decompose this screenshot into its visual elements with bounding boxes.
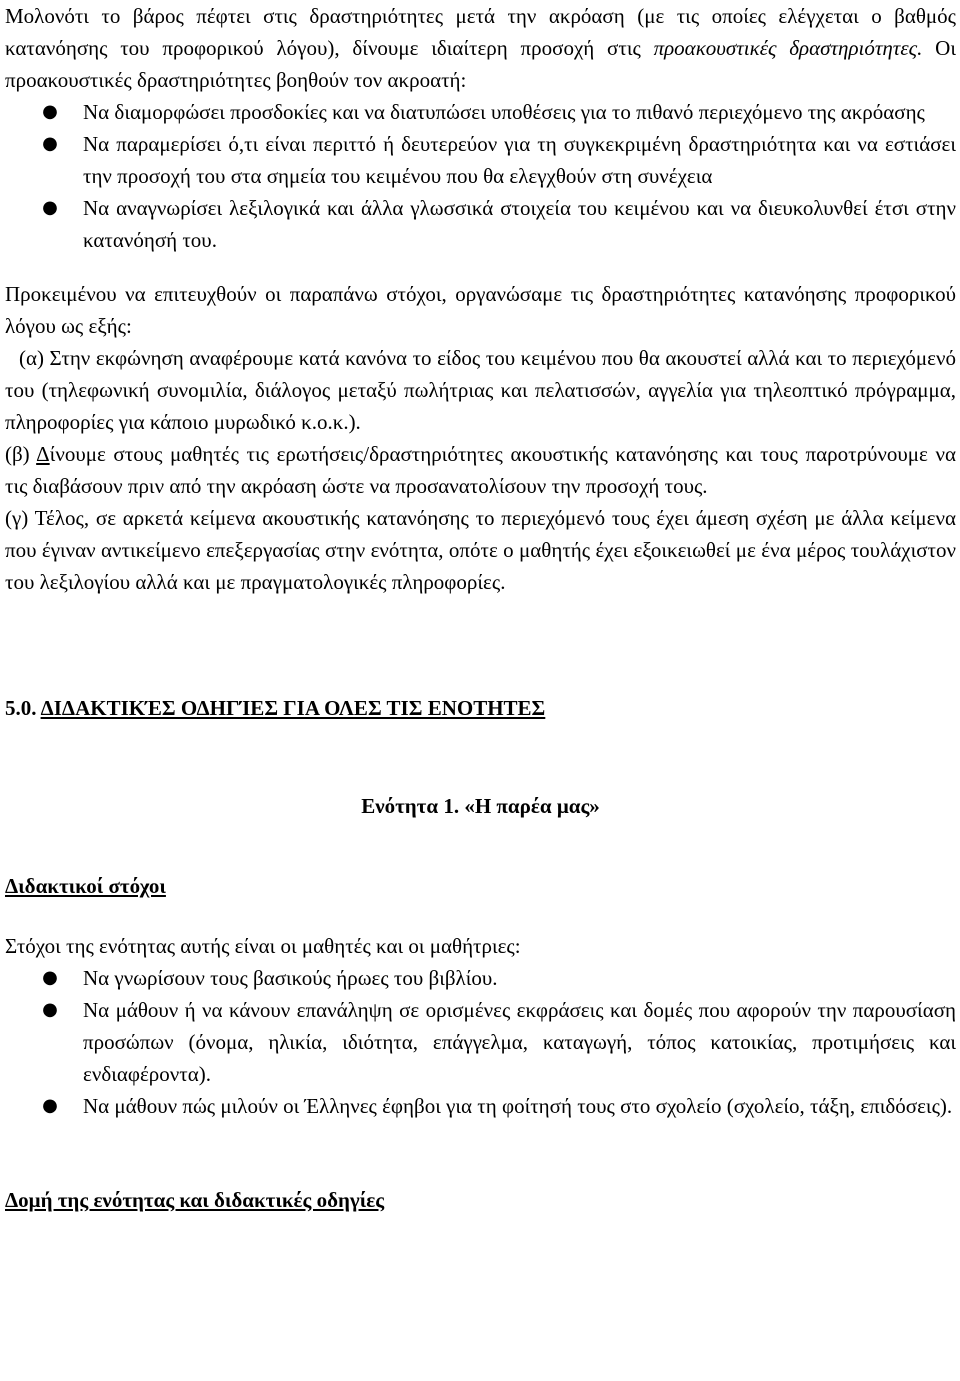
- spacer: [5, 598, 956, 692]
- list-item-text: Να διαμορφώσει προσδοκίες και να διατυπώσει υποθέσεις για το πιθανό περιεχόμενο της ακρόασης: [83, 100, 925, 124]
- goals-bullet-list: [5, 962, 956, 1122]
- intro-tail-text: Οι προακουστικές δραστηριότητες βοηθούν τον ακροατή:: [5, 36, 956, 92]
- bullet-icon: ●: [42, 101, 58, 122]
- list-item: [5, 96, 956, 128]
- structure-heading: Δομή της ενότητας και διδακτικές οδηγίες: [5, 1188, 385, 1212]
- bullet-icon: ●: [42, 197, 58, 218]
- bullet-icon: ●: [42, 967, 58, 988]
- section-number: 5.0.: [5, 696, 41, 720]
- didactic-goals-heading: Διδακτικοί στόχοι: [5, 874, 166, 898]
- item-b-prefix: (β): [5, 442, 37, 466]
- list-item: [5, 994, 956, 1090]
- list-item: [5, 1090, 956, 1122]
- goals-intro: Στόχοι της ενότητας αυτής είναι οι μαθητές και οι μαθήτριες:: [5, 934, 521, 958]
- spacer: [5, 902, 956, 930]
- list-item-text: Να αναγνωρίσει λεξιλογικά και άλλα γλωσσικά στοιχεία του κειμένου και να διευκολυνθεί έτσι στην κατανόησή του.: [83, 196, 956, 252]
- spacer: [5, 822, 956, 870]
- item-b-underlined-letter: Δ: [36, 442, 50, 466]
- spacer: [5, 724, 956, 790]
- item-c-paragraph: (γ) Τέλος, σε αρκετά κείμενα ακουστικής κατανόησης το περιεχόμενό τους έχει άμεση σχέση με άλλα κείμενα που έγιναν αντικείμενο επεξεργασίας στην ενότητα, οπότε ο μαθητής έχει εξοικειωθεί με ένα μέρος τουλάχιστον του λεξιλογίου αλλά και με πραγματολογικές πληροφορίες.: [5, 506, 956, 594]
- list-item: [5, 192, 956, 256]
- spacer: [5, 1122, 956, 1184]
- intro-text: Μολονότι το βάρος πέφτει στις δραστηριότητες μετά την ακρόαση (με τις οποίες ελέγχεται ο βαθμός κατανόησης του προφορικού λόγου), δίνουμε ιδιαίτερη προσοχή στις: [5, 4, 956, 60]
- list-item-text: Να μάθουν πώς μιλούν οι Έλληνες έφηβοι για τη φοίτησή τους στο σχολείο (σχολείο, τάξη, επιδόσεις).: [83, 1094, 953, 1118]
- document-page: [5, 0, 956, 1216]
- section-title: ΔΙΔΑΚΤΙΚΈΣ ΟΔΗΓΊΕΣ ΓΙΑ ΟΛΕΣ ΤΙΣ ΕΝΟΤΗΤΕΣ: [40, 696, 546, 720]
- list-item-text: Να γνωρίσουν τους βασικούς ήρωες του βιβλίου.: [83, 966, 498, 990]
- item-a-paragraph: (α) Στην εκφώνηση αναφέρουμε κατά κανόνα το είδος του κειμένου που θα ακουστεί αλλά και το περιεχόμενό του (τηλεφωνική συνομιλία, διάλογος μεταξύ πωλήτριας και πελατισσών, αγγελία για τηλεοπτικό πρόγραμμα, πληροφορίες για κάποιο μυρωδικό κ.ο.κ.).: [5, 346, 956, 434]
- intro-paragraph: [5, 0, 956, 96]
- bullet-icon: ●: [42, 133, 58, 154]
- intro-italic-text: προακουστικές δραστηριότητες.: [653, 36, 923, 60]
- unit-title: Ενότητα 1. «Η παρέα μας»: [361, 794, 600, 818]
- bullet-icon: ●: [42, 999, 58, 1020]
- item-b-paragraph: [5, 438, 956, 502]
- list-item-text: Να μάθουν ή να κάνουν επανάληψη σε ορισμένες εκφράσεις και δομές που αφορούν την παρουσίαση προσώπων (όνομα, ηλικία, ιδιότητα, επάγγελμα, καταγωγή, τόπος κατοικίας, προτιμήσεις και ενδιαφέροντα).: [83, 998, 956, 1086]
- list-item-text: Να παραμερίσει ό,τι είναι περιττό ή δευτερεύον για τη συγκεκριμένη δραστηριότητα και να εστιάσει την προσοχή του στα σημεία του κειμένου που θα ελεγχθούν στη συνέχεια: [83, 132, 956, 188]
- list-item: [5, 128, 956, 192]
- section-heading: [5, 692, 956, 724]
- spacer: [5, 256, 956, 278]
- list-item: [5, 962, 956, 994]
- item-b-text: ίνουμε στους μαθητές τις ερωτήσεις/δραστηριότητες ακουστικής κατανόησης και τους παροτρύνουμε να τις διαβάσουν πριν από την ακρόαση ώστε να προσανατολίσουν την προσοχή τους.: [5, 442, 956, 498]
- goals-paragraph: Προκειμένου να επιτευχθούν οι παραπάνω στόχοι, οργανώσαμε τις δραστηριότητες κατανόησης προφορικού λόγου ως εξής:: [5, 282, 956, 338]
- prelisten-bullet-list: [5, 96, 956, 256]
- bullet-icon: ●: [42, 1095, 58, 1116]
